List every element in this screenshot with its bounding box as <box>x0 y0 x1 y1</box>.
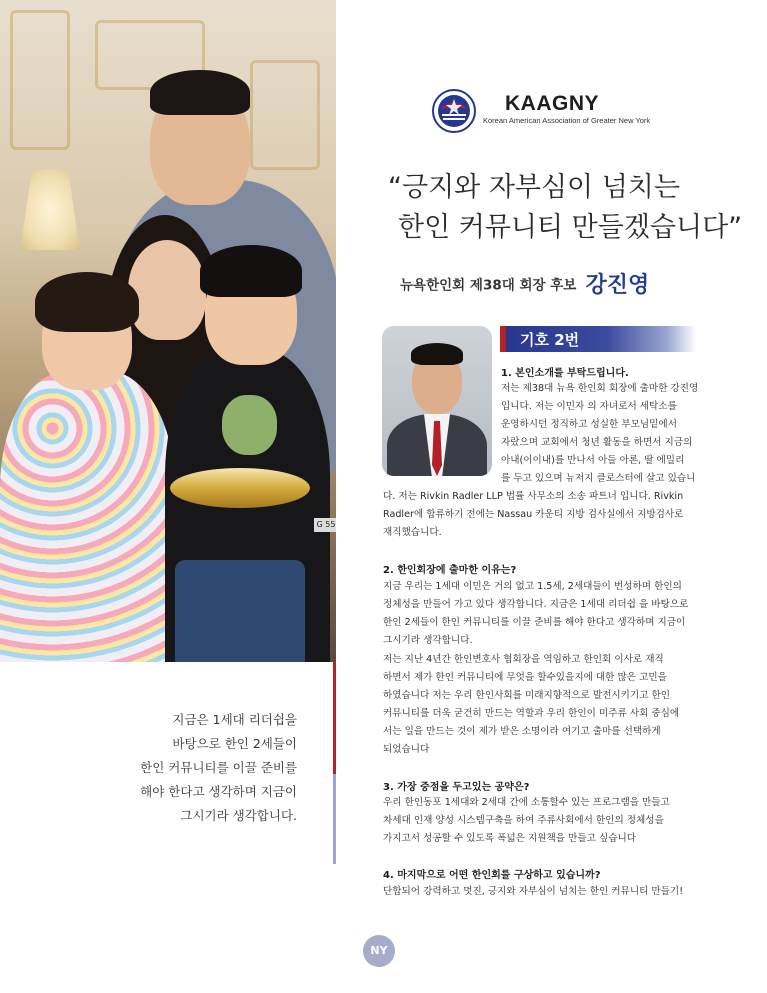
section-1-title: 1. 본인소개를 부탁드립니다. <box>501 368 629 379</box>
pull-quote-line: 한인 커뮤니티를 이끌 준비를 <box>140 760 297 775</box>
section-1-line: 자랐으며 교회에서 청년 활동을 하면서 지금의 <box>501 437 693 448</box>
ballot-number-banner <box>500 326 696 352</box>
logo-name: KAAGNY <box>505 92 600 115</box>
candidate-name: 강진영 <box>585 273 650 298</box>
section-2-line: 그시기라 생각합니다. <box>383 635 473 646</box>
section-2-line: 지금 우리는 1세대 이민은 거의 없고 1.5세, 2세대들이 번성하며 한인의 <box>383 581 682 592</box>
pull-quote <box>140 708 297 828</box>
ballot-number: 기호 2번 <box>520 331 580 349</box>
section-2-line: 서는 일을 만드는 것이 제가 받은 소명이라 여기고 출마를 선택하게 <box>383 726 661 737</box>
pull-quote-line: 바탕으로 한인 2세들이 <box>172 736 297 751</box>
pull-quote-line: 해야 한다고 생각하며 지금이 <box>140 784 297 799</box>
section-2-line: 정체성을 만들어 가고 있다 생각합니다. 지금은 1세대 리더쉽 을 바탕으로 <box>383 599 689 610</box>
section-1-line: 재직했습니다. <box>383 527 442 538</box>
section-1-line: 입니다. 저는 이민자 의 자녀로서 세탁소를 <box>501 401 677 412</box>
section-3-line: 차세대 인재 양성 시스템구축을 하여 주류사회에서 한인의 정체성을 <box>383 815 664 826</box>
section-1-line: 를 두고 있으며 뉴저지 클로스터에 살고 있습니 <box>501 473 696 484</box>
section-2-line: 하면서 제가 한인 커뮤니티에 무엇을 할수있을지에 대한 많은 고민을 <box>383 672 667 683</box>
section-3-line: 가지고서 성공할 수 있도록 폭넓은 지원책을 만들고 싶습니다 <box>383 833 637 844</box>
section-4-line: 단합되어 강력하고 멋진, 긍지와 자부심이 넘치는 한인 커뮤니티 만들기! <box>383 886 684 897</box>
section-2-title: 2. 한인회장에 출마한 이유는? <box>383 565 517 576</box>
section-1-line: 저는 제38대 뉴욕 한인회 회장에 출마한 강진영 <box>501 383 699 394</box>
headline-line-1: “긍지와 자부심이 넘치는 <box>388 172 680 203</box>
headline <box>360 168 750 248</box>
divider-red <box>333 662 336 774</box>
family-photo <box>0 0 336 662</box>
section-1-line: 다. 저는 Rivkin Radler LLP 법률 사무소의 소송 파트너 입니다. Rivkin <box>383 491 684 502</box>
section-2-line: 하였습니다 저는 우리 한인사회를 미래지향적으로 발전시키기고 한인 <box>383 690 671 701</box>
section-2-line: 저는 지난 4년간 한인변호사 협회장을 역임하고 한인회 이사로 재직 <box>383 654 664 665</box>
section-2-line: 되었습니다 <box>383 744 430 755</box>
section-2-line: 한인 2세들이 한인 커뮤니티를 이끌 준비를 해야 한다고 생각하며 지금이 <box>383 617 686 628</box>
logo-subtitle: Korean American Association of Greater New York <box>483 116 651 125</box>
section-1-line: 아내(이이내)를 만나서 아들 아론, 딸 에밀리 <box>501 455 685 466</box>
section-4-title: 4. 마지막으로 어떤 한인회를 구상하고 있습니까? <box>383 870 601 881</box>
section-3-title: 3. 가장 중점을 두고있는 공약은? <box>383 782 530 793</box>
pull-quote-line: 그시기라 생각합니다. <box>180 808 297 823</box>
page-badge: NY <box>363 935 395 967</box>
section-1-line: 운영하시던 정직하고 성실한 부모님밑에서 <box>501 419 677 430</box>
candidate-photo <box>382 326 492 476</box>
section-1-line: Radler에 합류하기 전에는 Nassau 카운티 지방 검사실에서 지방검사로 <box>383 509 684 520</box>
headline-line-2: 한인 커뮤니티 만들겠습니다” <box>398 212 743 243</box>
candidate-position: 뉴욕한인회 제38대 회장 후보 <box>400 277 577 294</box>
candidate-subtitle <box>400 268 649 299</box>
section-2-line: 커뮤니티를 더욱 굳건히 만드는 역할과 우리 한인이 미주류 사회 중심에 <box>383 708 680 719</box>
pull-quote-line: 지금은 1세대 리더쉽을 <box>172 712 297 727</box>
kaagny-emblem-icon <box>432 89 476 133</box>
license-plate-text: G 55 <box>314 518 336 532</box>
divider-blue <box>333 774 336 864</box>
section-3-line: 우리 한인동포 1세대와 2세대 간에 소통할수 있는 프로그램을 만들고 <box>383 797 670 808</box>
